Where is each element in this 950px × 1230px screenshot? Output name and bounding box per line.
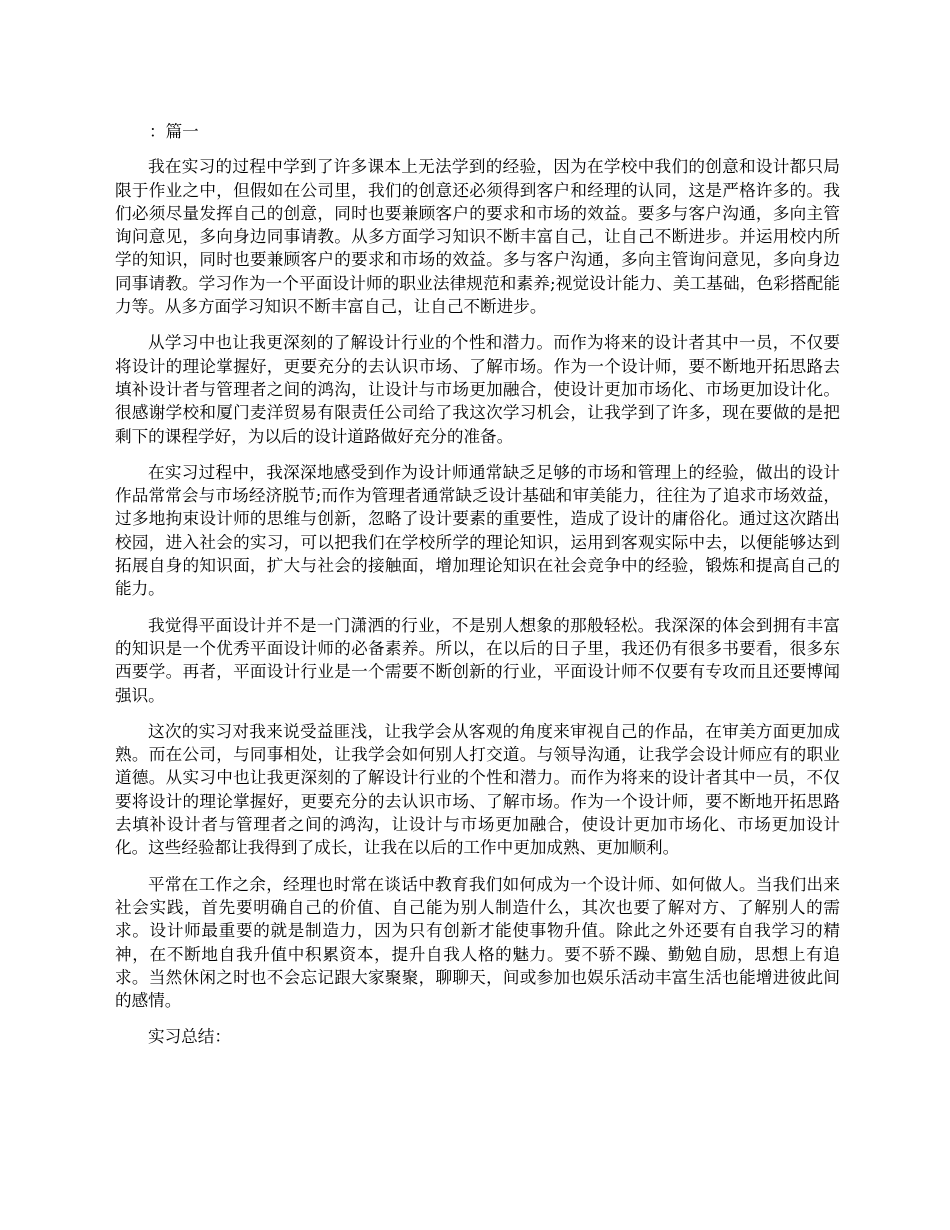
document-body: [115, 120, 840, 1049]
paragraph-5: 这次的实习对我来说受益匪浅，让我学会从客观的角度来审视自己的作品，在审美方面更加成熟。而在公司，与同事相处，让我学会如何别人打交道。与领导沟通，让我学会设计师应有的职业道德。从实习中也让我更深刻的了解设计行业的个性和潜力。而作为将来的设计者其中一员，不仅要将设计的理论掌握好，更要充分的去认识市场、了解市场。作为一个设计师，要不断地开拓思路去填补设计者与管理者之间的鸿沟，让设计与市场更加融合，使设计更加市场化、市场更加设计化。这些经验都让我得到了成长，让我在以后的工作中更加成熟、更加顺利。: [115, 721, 840, 858]
summary-heading: 实习总结：: [148, 1027, 231, 1047]
section-heading: ：篇一: [149, 122, 199, 141]
paragraph-2: 从学习中也让我更深刻的了解设计行业的个性和潜力。而作为将来的设计者其中一员，不仅要将设计的理论掌握好，更要充分的去认识市场、了解市场。作为一个设计师，要不断地开拓思路去填补设计者与管理者之间的鸿沟，让设计与市场更加融合，使设计更加市场化、市场更加设计化。很感谢学校和厦门麦洋贸易有限责任公司给了我这次学习机会，让我学到了许多，现在要做的是把剩下的课程学好，为以后的设计道路做好充分的准备。: [115, 333, 840, 446]
paragraph-6: 平常在工作之余，经理也时常在谈话中教育我们如何成为一个设计师、如何做人。当我们出来社会实践，首先要明确自己的价值、自己能为别人制造什么，其次也要了解对方、了解别人的需求。设计师最重要的就是制造力，因为只有创新才能使事物升值。除此之外还要有自我学习的精神，在不断地自我升值中积累资本，提升自我人格的魅力。要不骄不躁、勤勉自励，思想上有追求。当然休闲之时也不会忘记跟大家聚聚，聊聊天，间或参加也娱乐活动丰富生活也能增进彼此间的感情。: [115, 874, 840, 1011]
paragraph-3: 在实习过程中，我深深地感受到作为设计师通常缺乏足够的市场和管理上的经验，做出的设计作品常常会与市场经济脱节;而作为管理者通常缺乏设计基础和审美能力，往往为了追求市场效益，过多地拘束设计师的思维与创新，忽略了设计要素的重要性，造成了设计的庸俗化。通过这次踏出校园，进入社会的实习，可以把我们在学校所学的理论知识，运用到客观实际中去，以便能够达到拓展自身的知识面，扩大与社会的接触面，增加理论知识在社会竞争中的经验，锻炼和提高自己的能力。: [115, 462, 840, 599]
paragraph-1: 我在实习的过程中学到了许多课本上无法学到的经验，因为在学校中我们的创意和设计都只局限于作业之中，但假如在公司里，我们的创意还必须得到客户和经理的认同，这是严格许多的。我们必须尽量发挥自己的创意，同时也要兼顾客户的要求和市场的效益。要多与客户沟通，多向主管询问意见，多向身边同事请教。从多方面学习知识不断丰富自己，让自己不断进步。并运用校内所学的知识，同时也要兼顾客户的要求和市场的效益。多与客户沟通，多向主管询问意见，多向身边同事请教。学习作为一个平面设计师的职业法律规范和素养;视觉设计能力、美工基础，色彩搭配能力等。从多方面学习知识不断丰富自己，让自己不断进步。: [115, 157, 840, 317]
paragraph-4: 我觉得平面设计并不是一门潇洒的行业，不是别人想象的那般轻松。我深深的体会到拥有丰富的知识是一个优秀平面设计师的必备素养。所以，在以后的日子里，我还仍有很多书要看，很多东西要学。再者，平面设计行业是一个需要不断创新的行业，平面设计师不仅要有专攻而且还要博闻强识。: [115, 615, 840, 705]
